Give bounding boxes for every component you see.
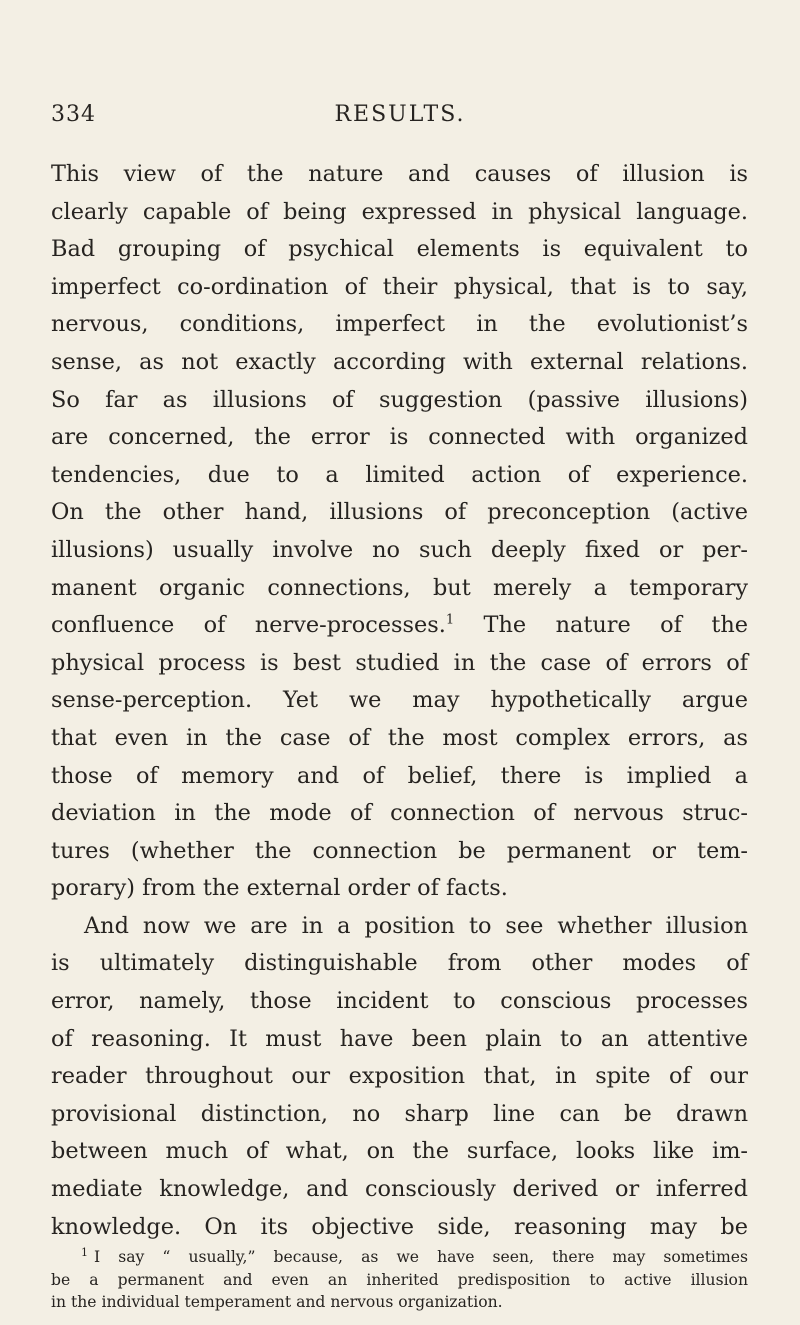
running-title: RESULTS. <box>334 102 466 127</box>
text-line: that even in the case of the most complex errors, as <box>51 724 748 751</box>
text-line: imperfect co-ordination of their physical, that is to say, <box>51 273 748 300</box>
text-segment: The nature of the <box>454 612 749 639</box>
footnote-line: be a permanent and even an inherited predisposition to active illusion <box>51 1270 748 1289</box>
text-line: physical process is best studied in the case of errors of <box>51 649 748 676</box>
text-line: manent organic connections, but merely a temporary <box>51 574 748 601</box>
text-line: Bad grouping of psychical elements is equivalent to <box>51 236 748 263</box>
footnote-marker: 1 <box>81 1245 88 1259</box>
text-line: are concerned, the error is connected with organized <box>51 424 748 451</box>
page-number: 334 <box>51 102 96 127</box>
text-line: mediate knowledge, and consciously derived or inferred <box>51 1176 748 1203</box>
text-line: deviation in the mode of connection of nervous struc- <box>51 800 748 827</box>
text-line: is ultimately distinguishable from other modes of <box>51 950 748 977</box>
text-line-with-footnote-ref <box>51 607 748 645</box>
text-line: error, namely, those incident to conscious processes <box>51 988 748 1015</box>
footnote-reference: 1 <box>445 612 455 628</box>
text-line: porary) from the external order of facts. <box>51 875 508 902</box>
text-line: And now we are in a position to see whether illusion <box>84 912 748 939</box>
text-line: reader throughout our exposition that, in spite of our <box>51 1063 748 1090</box>
text-line: of reasoning. It must have been plain to an attentive <box>51 1025 748 1052</box>
text-line: tures (whether the connection be permanent or tem- <box>51 837 748 864</box>
text-line: nervous, conditions, imperfect in the evolutionist’s <box>51 311 748 338</box>
footnote-text: I say “ usually,” because, as we have seen, there may sometimes <box>94 1248 748 1266</box>
text-line: sense-perception. Yet we may hypothetically argue <box>51 687 748 714</box>
text-line: clearly capable of being expressed in physical language. <box>51 198 748 225</box>
text-line: knowledge. On its objective side, reasoning may be <box>51 1213 748 1240</box>
text-line: those of memory and of belief, there is implied a <box>51 762 748 789</box>
body-text <box>51 156 748 1246</box>
text-line: between much of what, on the surface, looks like im- <box>51 1138 748 1165</box>
text-line: sense, as not exactly according with external relations. <box>51 348 748 375</box>
text-line: tendencies, due to a limited action of experience. <box>51 461 748 488</box>
text-line: illusions) usually involve no such deeply fixed or per- <box>51 536 748 563</box>
text-line: provisional distinction, no sharp line can be drawn <box>51 1100 748 1127</box>
text-line: This view of the nature and causes of illusion is <box>51 161 748 187</box>
text-segment: confluence of nerve-processes. <box>51 612 446 639</box>
text-line: So far as illusions of suggestion (passive illusions) <box>51 386 748 413</box>
footnote <box>51 1246 748 1314</box>
footnote-line <box>51 1246 748 1269</box>
footnote-line: in the individual temperament and nervous organization. <box>51 1293 503 1311</box>
text-line: On the other hand, illusions of preconception (active <box>51 499 748 526</box>
